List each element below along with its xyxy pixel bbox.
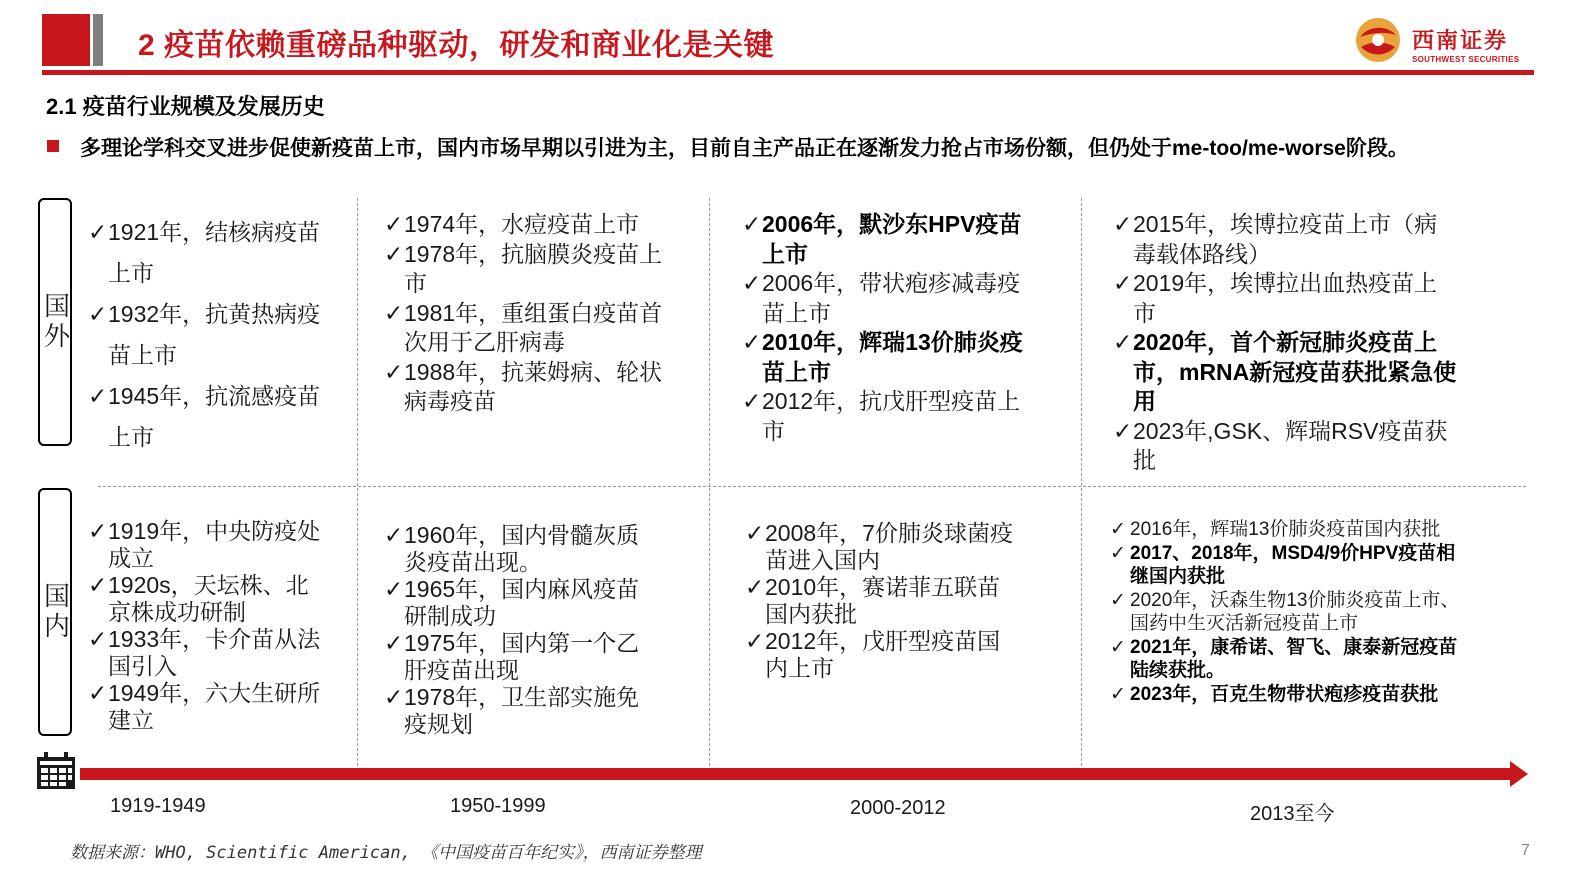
data-source-note: 数据来源：WHO, Scientific American, 《中国疫苗百年纪实》，西南证券整理	[70, 843, 702, 863]
logo-text-cn: 西南证券	[1412, 28, 1509, 54]
abroad-period-2	[384, 210, 684, 417]
period-label: 2013至今	[1250, 803, 1335, 825]
event-item-highlight: ✓ 2021年，康希诺、智飞、康泰新冠疫苗陆续获批。	[1110, 636, 1458, 681]
event-item: ✓ 1981年，重组蛋白疫苗首次用于乙肝病毒	[384, 299, 663, 355]
logo-text-en: SOUTHWEST SECURITIES	[1412, 55, 1520, 64]
check-icon: ✓	[384, 358, 404, 385]
event-item: ✓ 1949年，六大生研所建立	[88, 680, 321, 733]
check-icon: ✓	[88, 680, 108, 706]
domestic-period-1	[88, 518, 328, 734]
event-item: ✓ 2006年，带状疱疹减毒疫苗上市	[742, 270, 1021, 326]
check-icon: ✓	[88, 219, 108, 245]
event-item-highlight: ✓ 2020年，首个新冠肺炎疫苗上市，mRNA新冠疫苗获批紧急使用	[1113, 329, 1457, 414]
event-item: ✓ 1932年，抗黄热病疫苗上市	[88, 294, 338, 376]
event-item: ✓ 1974年，水痘疫苗上市	[384, 210, 684, 240]
check-icon: ✓	[1113, 270, 1133, 296]
page-number: 7	[1521, 842, 1530, 859]
period-label: 1919-1949	[110, 795, 206, 817]
abroad-period-1	[88, 212, 338, 458]
check-icon: ✓	[88, 383, 108, 409]
page-title: 2 疫苗依赖重磅品种驱动，研发和商业化是关键	[138, 29, 775, 62]
summary-bullet: 多理论学科交叉进步促使新疫苗上市，国内市场早期以引进为主，目前自主产品正在逐渐发力抢占市场份额，但仍处于me-too/me-worse阶段。	[80, 137, 1409, 160]
timeline-arrow-icon	[1510, 761, 1528, 787]
check-icon: ✓	[1113, 417, 1133, 444]
timeline-bar	[80, 768, 1512, 780]
check-icon: ✓	[742, 211, 762, 237]
event-item-highlight: ✓ 2023年，百克生物带状疱疹疫苗获批	[1110, 683, 1439, 705]
check-icon: ✓	[1110, 589, 1126, 611]
domestic-period-4	[1110, 518, 1465, 706]
event-item: ✓ 1978年，抗脑膜炎疫苗上市	[384, 240, 663, 296]
region-label-abroad	[38, 198, 72, 446]
region-abroad-text: 国外	[39, 292, 70, 352]
check-icon: ✓	[745, 574, 765, 600]
region-domestic-text: 国内	[39, 582, 70, 642]
header-red-block	[42, 14, 90, 66]
calendar-icon	[36, 752, 76, 790]
logo-icon	[1355, 17, 1401, 63]
check-icon: ✓	[1110, 519, 1126, 540]
event-item: ✓ 2015年，埃博拉疫苗上市（病毒载体路线）	[1113, 211, 1438, 267]
check-icon: ✓	[742, 270, 762, 296]
event-item: ✓ 1921年，结核病疫苗上市	[88, 212, 338, 294]
check-icon: ✓	[1110, 542, 1126, 564]
check-icon: ✓	[384, 211, 404, 237]
period-label: 2000-2012	[850, 797, 946, 819]
abroad-period-3	[742, 210, 1042, 446]
domestic-period-2	[384, 522, 654, 738]
check-icon: ✓	[384, 684, 404, 710]
check-icon: ✓	[745, 520, 765, 546]
period-label: 1950-1999	[450, 795, 546, 817]
column-divider	[357, 198, 358, 766]
event-item: ✓ 2012年，戊肝型疫苗国内上市	[745, 628, 1001, 681]
header-gray-block	[93, 14, 103, 66]
check-icon: ✓	[88, 518, 108, 544]
check-icon: ✓	[88, 572, 108, 598]
check-icon: ✓	[88, 626, 108, 652]
event-item: ✓ 1978年，卫生部实施免疫规划	[384, 684, 640, 737]
event-item: ✓ 1960年，国内骨髓灰质炎疫苗出现。	[384, 522, 640, 575]
check-icon: ✓	[1110, 683, 1126, 705]
check-icon: ✓	[1113, 329, 1133, 355]
event-item: ✓ 2023年,GSK、辉瑞RSV疫苗获批	[1113, 417, 1448, 473]
check-icon: ✓	[384, 299, 404, 326]
check-icon: ✓	[384, 240, 404, 267]
header-divider	[42, 70, 1534, 75]
check-icon: ✓	[384, 576, 404, 602]
check-icon: ✓	[88, 301, 108, 327]
check-icon: ✓	[384, 630, 404, 656]
bullet-square-icon	[47, 140, 59, 152]
event-item-highlight: ✓ 2010年，辉瑞13价肺炎疫苗上市	[742, 329, 1023, 385]
event-item: ✓ 1965年，国内麻风疫苗研制成功	[384, 576, 640, 629]
section-subtitle: 2.1 疫苗行业规模及发展历史	[46, 94, 325, 119]
event-item: ✓ 1920s，天坛株、北京株成功研制	[88, 572, 309, 625]
check-icon: ✓	[1113, 211, 1133, 237]
event-item: ✓ 1919年，中央防疫处成立	[88, 518, 321, 571]
column-divider	[1081, 198, 1082, 766]
event-item-highlight: ✓ 2017、2018年，MSD4/9价HPV疫苗相继国内获批	[1110, 542, 1456, 587]
column-divider	[709, 198, 710, 766]
event-item: ✓ 2012年，抗戊肝型疫苗上市	[742, 388, 1021, 444]
event-item: ✓ 2016年，辉瑞13价肺炎疫苗国内获批	[1110, 519, 1441, 540]
event-item: ✓ 1945年，抗流感疫苗上市	[88, 376, 338, 458]
abroad-period-4	[1113, 210, 1458, 476]
check-icon: ✓	[1110, 636, 1126, 658]
check-icon: ✓	[384, 522, 404, 548]
event-item: ✓ 2019年，埃博拉出血热疫苗上市	[1113, 270, 1438, 326]
event-item: ✓ 2020年，沃森生物13价肺炎疫苗上市、国药中生灭活新冠疫苗上市	[1110, 589, 1460, 634]
check-icon: ✓	[742, 388, 762, 414]
row-divider	[98, 486, 1526, 487]
event-item: ✓ 1988年，抗莱姆病、轮状病毒疫苗	[384, 358, 663, 414]
event-item: ✓ 1933年，卡介苗从法国引入	[88, 626, 321, 679]
domestic-period-3	[745, 520, 1015, 682]
check-icon: ✓	[742, 329, 762, 355]
region-label-domestic	[38, 488, 72, 736]
event-item-highlight: ✓ 2006年，默沙东HPV疫苗上市	[742, 211, 1022, 267]
event-item: ✓ 1975年，国内第一个乙肝疫苗出现	[384, 630, 640, 683]
event-item: ✓ 2008年，7价肺炎球菌疫苗进入国内	[745, 520, 1013, 573]
check-icon: ✓	[745, 628, 765, 654]
event-item: ✓ 2010年，赛诺菲五联苗国内获批	[745, 574, 1001, 627]
